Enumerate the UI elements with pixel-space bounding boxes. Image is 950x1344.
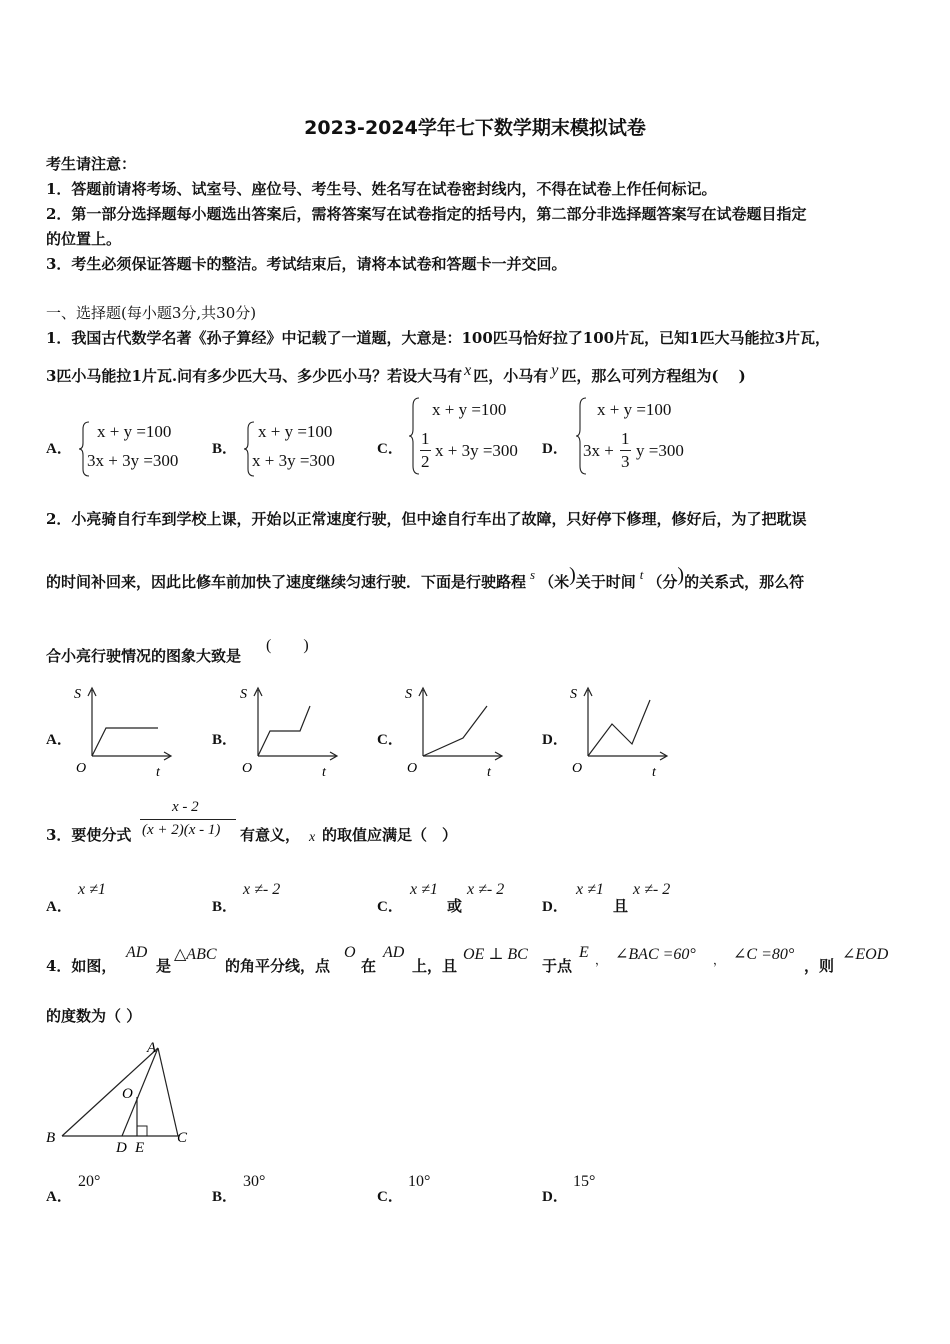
- fraction-numerator: 1: [621, 429, 630, 448]
- axis-x-label: t: [652, 765, 656, 780]
- origin-label: O: [242, 761, 253, 776]
- var-s: s: [530, 567, 536, 582]
- fraction-numerator: 1: [421, 429, 430, 448]
- equation: 3x +: [583, 441, 614, 460]
- option-label[interactable]: D．: [542, 441, 568, 457]
- unit-meter: （米: [539, 573, 570, 591]
- equation: x + y =100: [97, 422, 172, 441]
- q4-text-line2: 的度数为（ ）: [46, 1007, 142, 1025]
- option-expr: x ≠1: [576, 881, 604, 898]
- notice-item: 3．考生必须保证答题卡的整洁。考试结束后，请将本试卷和答题卡一并交回。: [46, 255, 567, 273]
- math-perpendicular: OE ⊥ BC: [463, 946, 528, 963]
- section-heading: 一、选择题(每小题3分,共30分): [46, 304, 257, 322]
- option-label[interactable]: A．: [46, 1189, 72, 1205]
- q4-text: 于点: [542, 957, 573, 975]
- fraction-bar: [420, 450, 431, 451]
- graph-d: [566, 684, 676, 780]
- equation: x + 3y =300: [252, 451, 335, 470]
- math-o: O: [344, 944, 356, 961]
- math-angle-bac: ∠BAC =60°: [615, 946, 696, 963]
- option-label[interactable]: C．: [377, 441, 403, 457]
- option-label[interactable]: B．: [212, 732, 238, 748]
- q4-text: ，则: [804, 957, 835, 975]
- notice-heading: 考生请注意：: [46, 155, 137, 173]
- q4-text: 上，且: [412, 957, 458, 975]
- equation: x + y =100: [258, 422, 333, 441]
- q1-text: 匹，那么可列方程组为( ): [561, 367, 746, 385]
- option-label[interactable]: C．: [377, 899, 403, 915]
- option-label[interactable]: C．: [377, 1189, 403, 1205]
- option-label[interactable]: D．: [542, 732, 568, 748]
- option-expr: x ≠- 2: [467, 881, 505, 898]
- point-label: D: [116, 1140, 127, 1156]
- option-joiner: 且: [613, 897, 629, 915]
- var-y: y: [551, 362, 559, 379]
- paren: ): [677, 564, 685, 586]
- option-label[interactable]: A．: [46, 899, 72, 915]
- q1-text: 3匹小马能拉1片瓦.问有多少匹大马、多少匹小马？若设大马有: [46, 367, 463, 385]
- option-value: 15°: [573, 1173, 596, 1190]
- point-label: O: [122, 1086, 133, 1102]
- option-expr: x ≠1: [410, 881, 438, 898]
- unit-minute: （分: [647, 573, 678, 591]
- math-triangle: △ABC: [174, 946, 217, 963]
- fraction-bar: [140, 819, 236, 820]
- option-expr: x ≠- 2: [633, 881, 671, 898]
- origin-label: O: [407, 761, 418, 776]
- math-angle-c: ∠C =80°: [733, 946, 795, 963]
- var-t: t: [639, 567, 644, 582]
- answer-paren: ( ): [266, 637, 309, 654]
- math-e: E: [579, 944, 589, 961]
- option-label[interactable]: C．: [377, 732, 403, 748]
- notice-item: 的位置上。: [46, 230, 122, 248]
- var-x: x: [464, 362, 472, 379]
- equation-system-c: [408, 396, 538, 476]
- q1-text-line1: 1．我国古代数学名著《孙子算经》中记载了一道题，大意是：100匹马恰好拉了100片瓦，已知1匹大马能拉3片瓦，: [46, 329, 830, 347]
- option-expr: x ≠- 2: [243, 881, 281, 898]
- axis-y-label: S: [570, 687, 577, 702]
- q1-text-line2: [46, 362, 746, 386]
- option-label[interactable]: D．: [542, 899, 568, 915]
- q2-text: 的时间补回来，因此比修车前加快了速度继续匀速行驶．下面是行驶路程: [46, 573, 527, 591]
- q4-text: 的角平分线，点: [225, 957, 331, 975]
- option-label[interactable]: A．: [46, 732, 72, 748]
- equation-system-a: [78, 420, 208, 478]
- axis-y-label: S: [405, 687, 412, 702]
- equation-system-b: [243, 420, 373, 478]
- option-label[interactable]: B．: [212, 899, 238, 915]
- equation: x + 3y =300: [435, 441, 518, 460]
- paren: ): [569, 564, 576, 586]
- q2-text-line1: 2．小亮骑自行车到学校上课，开始以正常速度行驶，但中途自行车出了故障，只好停下修理，修好后，为了把耽误: [46, 510, 807, 528]
- fraction-bar: [620, 450, 631, 451]
- fraction-numerator: x - 2: [172, 799, 199, 815]
- notice-item: 1．答题前请将考场、试室号、座位号、考生号、姓名写在试卷密封线内，不得在试卷上作任何标记。: [46, 180, 717, 198]
- q3-text: 的取值应满足（ ）: [322, 826, 458, 844]
- triangle-figure: [40, 1036, 200, 1160]
- fraction-denominator: (x + 2)(x - 1): [142, 822, 221, 838]
- option-joiner: 或: [447, 897, 463, 915]
- page-title: 2023-2024学年七下数学期末模拟试卷: [304, 117, 646, 139]
- separator: ，: [713, 953, 726, 967]
- option-label[interactable]: B．: [212, 1189, 238, 1205]
- axis-y-label: S: [74, 687, 81, 702]
- origin-label: O: [76, 761, 87, 776]
- graph-b: [236, 684, 346, 780]
- brace-icon: [408, 396, 422, 476]
- fraction-denominator: 2: [421, 452, 430, 471]
- math-ad: AD: [383, 944, 405, 961]
- graph-c: [401, 684, 511, 780]
- separator: ，: [595, 953, 608, 967]
- notice-item: 2．第一部分选择题每小题选出答案后，需将答案写在试卷指定的括号内，第二部分非选择题答案写在试卷题目指定: [46, 205, 807, 223]
- point-label: E: [135, 1140, 145, 1156]
- option-value: 20°: [78, 1173, 101, 1190]
- axis-x-label: t: [487, 765, 491, 780]
- option-value: 10°: [408, 1173, 431, 1190]
- q2-text-line2: [46, 564, 805, 593]
- math-ad: AD: [126, 944, 148, 961]
- option-value: 30°: [243, 1173, 266, 1190]
- brace-icon: [575, 396, 589, 476]
- point-label: C: [177, 1130, 188, 1146]
- origin-label: O: [572, 761, 583, 776]
- q1-text: 匹，小马有: [473, 367, 549, 385]
- point-label: A: [147, 1040, 157, 1056]
- axis-y-label: S: [240, 687, 247, 702]
- fraction-denominator: 3: [621, 452, 630, 471]
- q2-text: 关于时间: [575, 573, 636, 591]
- point-label: B: [46, 1130, 56, 1146]
- q4-text: 在: [361, 957, 377, 975]
- math-angle-eod: ∠EOD: [842, 946, 889, 963]
- graph-a: [70, 684, 180, 780]
- q3-text: 有意义，: [240, 826, 301, 844]
- equation: x + y =100: [432, 400, 507, 419]
- option-label[interactable]: B．: [212, 441, 238, 457]
- axis-x-label: t: [156, 765, 160, 780]
- q2-text-line3: 合小亮行驶情况的图象大致是: [46, 647, 242, 665]
- axis-x-label: t: [322, 765, 326, 780]
- equation: x + y =100: [597, 400, 672, 419]
- q4-text: 4．如图，: [46, 957, 117, 975]
- q2-text: 的关系式，那么符: [684, 573, 805, 591]
- option-label[interactable]: D．: [542, 1189, 568, 1205]
- option-label[interactable]: A．: [46, 441, 72, 457]
- var-x: x: [309, 830, 316, 845]
- q4-text: 是: [156, 957, 172, 975]
- option-expr: x ≠1: [78, 881, 106, 898]
- q3-text: 3．要使分式: [46, 826, 132, 844]
- equation-system-d: [575, 396, 705, 476]
- equation: 3x + 3y =300: [87, 451, 179, 470]
- equation: y =300: [636, 441, 684, 460]
